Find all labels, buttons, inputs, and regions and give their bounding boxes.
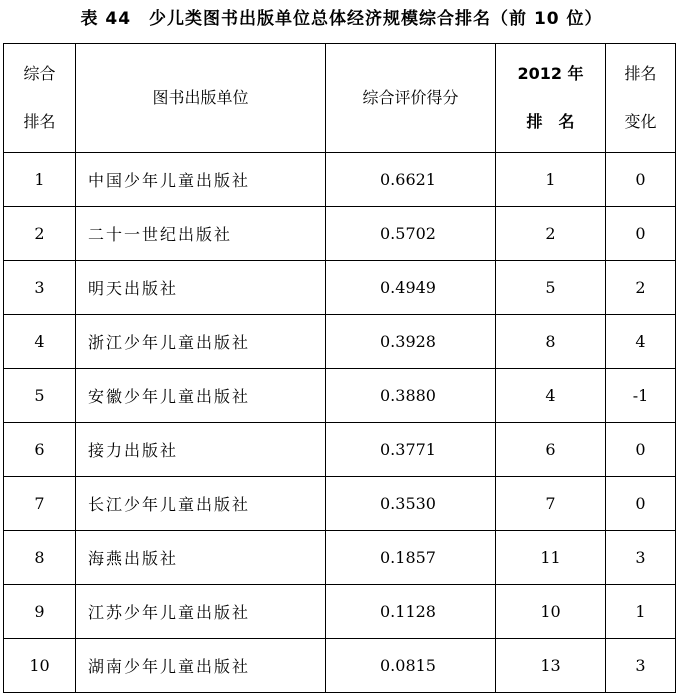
rank-cell: 6 [4, 423, 76, 477]
header-score: 综合评价得分 [326, 44, 496, 153]
score-cell: 0.3880 [326, 369, 496, 423]
table-row [4, 315, 676, 369]
score-cell: 0.1128 [326, 585, 496, 639]
rank-2012-cell: 2 [496, 207, 606, 261]
rank-cell: 2 [4, 207, 76, 261]
score-cell: 0.0815 [326, 639, 496, 693]
table-row [4, 423, 676, 477]
rank-cell: 10 [4, 639, 76, 693]
table-row [4, 477, 676, 531]
publisher-cell: 安徽少年儿童出版社 [76, 369, 326, 423]
rank-cell: 8 [4, 531, 76, 585]
header-rank-2012: 2012 年 排 名 [496, 44, 606, 153]
rank-cell: 1 [4, 153, 76, 207]
header-publisher: 图书出版单位 [76, 44, 326, 153]
score-cell: 0.3928 [326, 315, 496, 369]
ranking-table [3, 43, 676, 693]
table-row [4, 261, 676, 315]
rank-cell: 9 [4, 585, 76, 639]
rank-cell: 3 [4, 261, 76, 315]
score-cell: 0.5702 [326, 207, 496, 261]
score-cell: 0.3771 [326, 423, 496, 477]
rank-change-cell: 0 [606, 423, 676, 477]
score-cell: 0.6621 [326, 153, 496, 207]
table-row [4, 207, 676, 261]
rank-2012-cell: 13 [496, 639, 606, 693]
rank-2012-cell: 6 [496, 423, 606, 477]
header-row [4, 44, 676, 153]
rank-cell: 7 [4, 477, 76, 531]
rank-change-cell: 3 [606, 639, 676, 693]
publisher-cell: 浙江少年儿童出版社 [76, 315, 326, 369]
rank-2012-cell: 1 [496, 153, 606, 207]
rank-2012-cell: 5 [496, 261, 606, 315]
rank-change-cell: 0 [606, 153, 676, 207]
rank-change-cell: 0 [606, 477, 676, 531]
table-row [4, 639, 676, 693]
table-row [4, 531, 676, 585]
table-row [4, 585, 676, 639]
publisher-cell: 明天出版社 [76, 261, 326, 315]
table-title: 表 44 少儿类图书出版单位总体经济规模综合排名（前 10 位） [80, 9, 603, 29]
rank-cell: 4 [4, 315, 76, 369]
rank-2012-cell: 4 [496, 369, 606, 423]
rank-change-cell: 1 [606, 585, 676, 639]
publisher-cell: 二十一世纪出版社 [76, 207, 326, 261]
rank-2012-cell: 7 [496, 477, 606, 531]
publisher-cell: 中国少年儿童出版社 [76, 153, 326, 207]
publisher-cell: 海燕出版社 [76, 531, 326, 585]
rank-change-cell: -1 [606, 369, 676, 423]
rank-cell: 5 [4, 369, 76, 423]
rank-change-cell: 4 [606, 315, 676, 369]
rank-2012-cell: 10 [496, 585, 606, 639]
table-row [4, 369, 676, 423]
rank-change-cell: 2 [606, 261, 676, 315]
rank-change-cell: 3 [606, 531, 676, 585]
publisher-cell: 长江少年儿童出版社 [76, 477, 326, 531]
score-cell: 0.3530 [326, 477, 496, 531]
rank-2012-cell: 8 [496, 315, 606, 369]
publisher-cell: 接力出版社 [76, 423, 326, 477]
score-cell: 0.1857 [326, 531, 496, 585]
score-cell: 0.4949 [326, 261, 496, 315]
rank-change-cell: 0 [606, 207, 676, 261]
table-row [4, 153, 676, 207]
publisher-cell: 湖南少年儿童出版社 [76, 639, 326, 693]
rank-2012-cell: 11 [496, 531, 606, 585]
publisher-cell: 江苏少年儿童出版社 [76, 585, 326, 639]
header-rank-change: 排名 变化 [606, 44, 676, 153]
header-rank: 综合 排名 [4, 44, 76, 153]
